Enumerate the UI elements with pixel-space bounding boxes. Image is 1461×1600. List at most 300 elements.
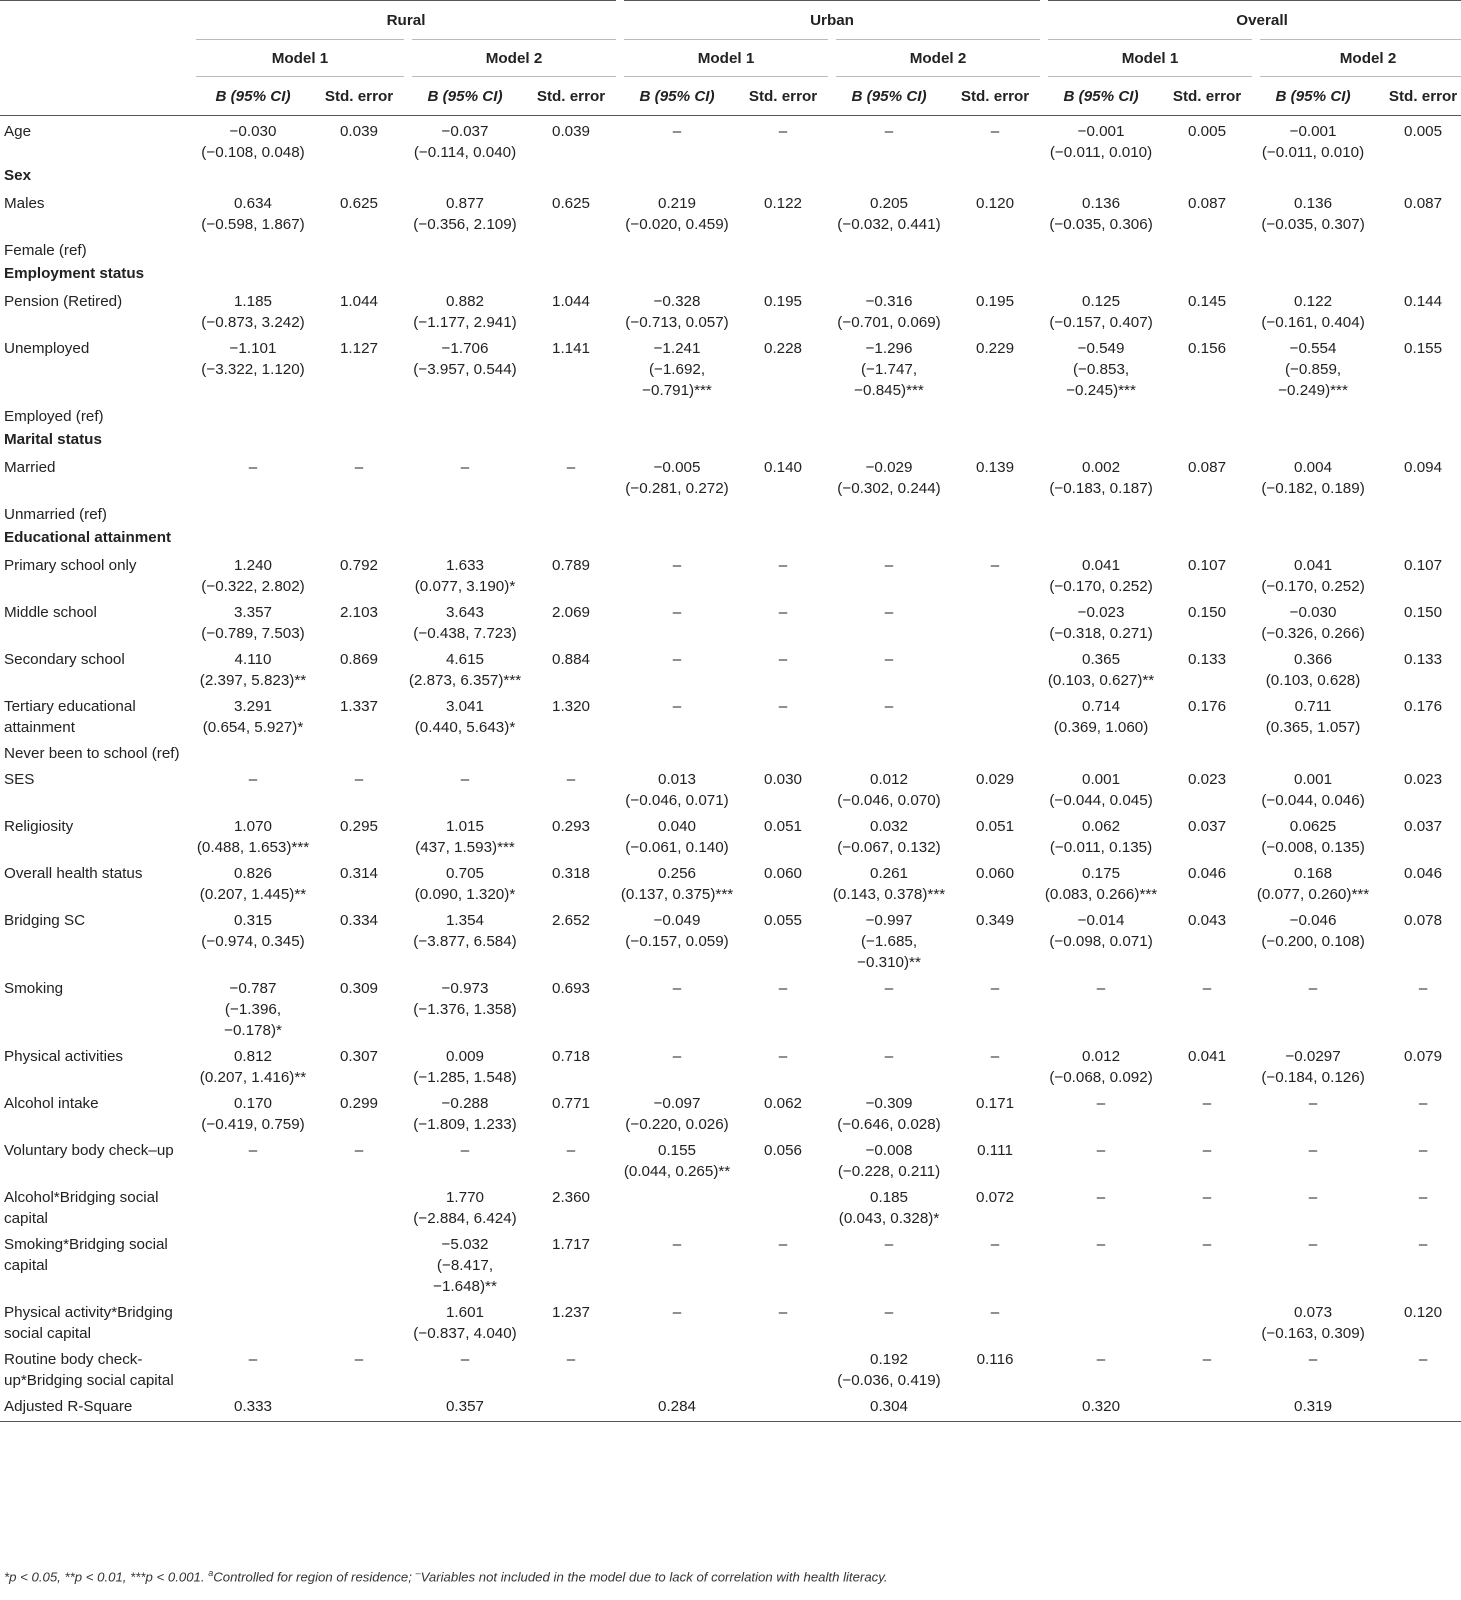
stderr-cell	[522, 738, 620, 764]
section-row	[0, 525, 1461, 550]
cell-value: 0.334	[339, 912, 378, 929]
cell-value: 0.156	[1188, 340, 1227, 357]
coef-cell	[1044, 1182, 1158, 1229]
row-label: Routine body check-up*Bridging social capital	[4, 1351, 174, 1389]
cell-value: 0.705	[445, 865, 484, 882]
stderr-cell	[522, 1391, 620, 1422]
stderr-cell	[310, 1135, 408, 1182]
stderr-cell	[522, 499, 620, 525]
coef-cell	[1256, 1391, 1370, 1422]
cell-value: –	[778, 1304, 788, 1321]
cell-value: 0.040	[658, 818, 697, 835]
coef-cell	[1044, 1391, 1158, 1422]
cell-ci: (−0.032, 0.441)	[837, 216, 941, 233]
table-row	[0, 858, 1461, 905]
cell-value: 0.314	[339, 865, 378, 882]
cell-ci: (−0.067, 0.132)	[837, 839, 941, 856]
cell-ci: (−0.220, 0.026)	[625, 1116, 729, 1133]
coef-cell	[1256, 1229, 1370, 1297]
cell-value: –	[1418, 1236, 1428, 1253]
cell-value: 1.601	[445, 1304, 484, 1321]
cell-value: 1.044	[339, 293, 378, 310]
stderr-cell	[1370, 691, 1461, 738]
cell-value: –	[1096, 1142, 1106, 1159]
cell-value: 0.079	[1404, 1048, 1443, 1065]
stderr-cell	[310, 764, 408, 811]
cell-value: 0.133	[1404, 651, 1443, 668]
stderr-cell	[310, 1041, 408, 1088]
coef-cell	[196, 235, 310, 261]
coef-cell	[408, 691, 522, 738]
cell-ci: (−1.376, 1.358)	[413, 1001, 517, 1018]
cell-value: –	[778, 1236, 788, 1253]
stderr-cell	[310, 597, 408, 644]
cell-ci: −0.845)***	[854, 382, 924, 399]
coef-cell	[196, 1229, 310, 1297]
coef-cell	[1044, 188, 1158, 235]
cell-value: 2.360	[552, 1189, 591, 1206]
coef-cell	[1044, 116, 1158, 164]
stderr-cell	[1158, 1391, 1256, 1422]
cell-ci: (0.083, 0.266)***	[1044, 886, 1158, 903]
cell-value: –	[248, 459, 258, 476]
cell-ci: (−0.713, 0.057)	[625, 314, 729, 331]
cell-ci: (−1.396,	[224, 1001, 282, 1018]
stderr-cell	[1158, 499, 1256, 525]
stderr-cell	[310, 1391, 408, 1422]
cell-value: –	[1202, 1351, 1212, 1368]
row-label: Female (ref)	[4, 242, 87, 259]
coef-cell	[620, 550, 734, 597]
coef-cell	[832, 235, 946, 261]
cell-value: 1.354	[445, 912, 484, 929]
cell-value: 1.015	[445, 818, 484, 835]
stderr-cell	[310, 286, 408, 333]
cell-value: –	[884, 698, 894, 715]
coef-cell	[1044, 973, 1158, 1041]
model-header: Model 1	[196, 40, 408, 77]
stderr-cell	[1370, 811, 1461, 858]
cell-ci: (−0.011, 0.135)	[1049, 839, 1153, 856]
stderr-cell	[522, 691, 620, 738]
stderr-cell	[734, 1391, 832, 1422]
footnote-a-mark: a	[208, 1568, 214, 1578]
cell-value: −1.296	[865, 340, 913, 357]
cell-value: 0.107	[1404, 557, 1443, 574]
cell-value: 0.087	[1188, 195, 1227, 212]
coef-cell	[408, 1344, 522, 1391]
cell-value: –	[1418, 980, 1428, 997]
cell-value: 0.002	[1082, 459, 1121, 476]
cell-value: –	[990, 1048, 1000, 1065]
cell-value: –	[884, 123, 894, 140]
coef-cell	[620, 738, 734, 764]
stderr-cell	[734, 1088, 832, 1135]
cell-value: 2.103	[339, 604, 378, 621]
table-row	[0, 452, 1461, 499]
coef-cell	[196, 905, 310, 973]
stderr-cell	[734, 333, 832, 401]
cell-value: −0.001	[1077, 123, 1125, 140]
coef-cell	[1256, 1088, 1370, 1135]
row-label: Married	[4, 459, 56, 476]
cell-ci: (−0.184, 0.126)	[1261, 1069, 1365, 1086]
cell-value: –	[672, 604, 682, 621]
table-row	[0, 1088, 1461, 1135]
coef-cell	[620, 811, 734, 858]
stderr-cell	[734, 550, 832, 597]
cell-value: –	[248, 1351, 258, 1368]
coef-cell	[408, 644, 522, 691]
cell-value: 0.170	[233, 1095, 272, 1112]
stderr-cell	[522, 811, 620, 858]
cell-ci: (−0.036, 0.419)	[837, 1372, 941, 1389]
cell-ci: (−0.157, 0.059)	[625, 933, 729, 950]
stderr-cell	[946, 550, 1044, 597]
coef-cell	[196, 333, 310, 401]
cell-value: 0.120	[1404, 1304, 1443, 1321]
cell-value: –	[566, 771, 576, 788]
table-row	[0, 116, 1461, 164]
stderr-cell	[522, 235, 620, 261]
stderr-cell	[734, 973, 832, 1041]
coef-cell	[408, 811, 522, 858]
row-label: Tertiary educational attainment	[4, 698, 136, 736]
cell-ci: (−0.200, 0.108)	[1261, 933, 1365, 950]
cell-value: –	[778, 698, 788, 715]
stderr-cell	[310, 188, 408, 235]
row-label: Age	[4, 123, 32, 140]
coef-cell	[1256, 550, 1370, 597]
coef-cell	[196, 1088, 310, 1135]
coef-cell	[196, 1391, 310, 1422]
cell-value: 0.228	[764, 340, 803, 357]
coef-cell	[408, 188, 522, 235]
cell-value: 0.056	[764, 1142, 803, 1159]
stderr-cell	[522, 188, 620, 235]
row-label: Unmarried (ref)	[4, 506, 107, 523]
table-row	[0, 1041, 1461, 1088]
cell-value: 0.171	[976, 1095, 1015, 1112]
cell-value: 0.122	[1294, 293, 1333, 310]
stderr-cell	[1370, 858, 1461, 905]
cell-value: –	[1202, 1236, 1212, 1253]
coef-cell	[832, 1182, 946, 1229]
cell-ci: (−0.318, 0.271)	[1049, 625, 1153, 642]
cell-ci: (−0.789, 7.503)	[201, 625, 305, 642]
cell-value: 0.185	[870, 1189, 909, 1206]
cell-value: 0.013	[658, 771, 697, 788]
cell-value: 0.789	[552, 557, 591, 574]
coef-cell	[832, 333, 946, 401]
cell-ci: (0.043, 0.328)*	[838, 1210, 940, 1227]
stderr-cell	[946, 644, 1044, 691]
stderr-cell	[1158, 286, 1256, 333]
cell-value: 0.229	[976, 340, 1015, 357]
cell-value: 0.155	[1404, 340, 1443, 357]
cell-value: 0.365	[1082, 651, 1121, 668]
coef-cell	[832, 1088, 946, 1135]
cell-ci: (−0.044, 0.045)	[1049, 792, 1153, 809]
stderr-cell	[734, 858, 832, 905]
coef-cell	[408, 1088, 522, 1135]
coef-cell	[1256, 764, 1370, 811]
coef-cell	[408, 235, 522, 261]
cell-value: –	[1418, 1142, 1428, 1159]
cell-value: –	[1418, 1095, 1428, 1112]
cell-ci: (−0.837, 4.040)	[413, 1325, 517, 1342]
cell-value: 0.039	[552, 123, 591, 140]
cell-value: –	[1308, 980, 1318, 997]
stderr-cell	[946, 691, 1044, 738]
stderr-cell	[1370, 286, 1461, 333]
cell-value: 0.261	[870, 865, 909, 882]
coef-cell	[408, 1391, 522, 1422]
coef-cell	[832, 1297, 946, 1344]
cell-value: 1.127	[339, 340, 378, 357]
stderr-cell	[310, 333, 408, 401]
cell-value: 0.051	[764, 818, 803, 835]
cell-ci: (0.103, 0.628)	[1265, 672, 1361, 689]
cell-value: 0.029	[976, 771, 1015, 788]
coef-cell	[832, 188, 946, 235]
cell-value: –	[1202, 980, 1212, 997]
cell-value: 1.240	[233, 557, 272, 574]
coef-cell	[196, 597, 310, 644]
cell-value: −0.787	[229, 980, 277, 997]
cell-value: −0.316	[865, 293, 913, 310]
row-label: Smoking*Bridging social capital	[4, 1236, 168, 1274]
stderr-cell	[1370, 401, 1461, 427]
cell-value: –	[990, 557, 1000, 574]
cell-value: 0.318	[552, 865, 591, 882]
coef-cell	[832, 499, 946, 525]
cell-ci: (−0.322, 2.802)	[201, 578, 305, 595]
cell-value: 0.062	[1082, 818, 1121, 835]
coef-cell	[1256, 644, 1370, 691]
stderr-cell	[310, 691, 408, 738]
stderr-cell	[1370, 1297, 1461, 1344]
column-header-b: B (95% CI)	[196, 77, 310, 116]
section-label: Employment status	[4, 265, 145, 282]
cell-value: 4.615	[445, 651, 484, 668]
cell-value: 0.256	[658, 865, 697, 882]
stderr-cell	[310, 1344, 408, 1391]
row-label: Adjusted R-Square	[0, 1391, 196, 1422]
cell-value: –	[1096, 980, 1106, 997]
cell-value: 0.120	[976, 195, 1015, 212]
table-body	[0, 116, 1461, 1422]
cell-value: −0.014	[1077, 912, 1125, 929]
cell-value: 0.150	[1404, 604, 1443, 621]
coef-cell	[196, 452, 310, 499]
coef-cell	[620, 235, 734, 261]
model-header: Model 2	[408, 40, 620, 77]
cell-value: –	[672, 557, 682, 574]
coef-cell	[1256, 286, 1370, 333]
stderr-cell	[1370, 738, 1461, 764]
table-row	[0, 333, 1461, 401]
stderr-cell	[1370, 550, 1461, 597]
cell-value: 1.320	[552, 698, 591, 715]
cell-ci: (−0.011, 0.010)	[1261, 144, 1365, 161]
cell-value: 0.307	[339, 1048, 378, 1065]
row-label: Employed (ref)	[4, 408, 104, 425]
cell-ci: (−0.163, 0.309)	[1261, 1325, 1365, 1342]
cell-value: 0.009	[445, 1048, 484, 1065]
coef-cell	[1044, 1297, 1158, 1344]
stderr-cell	[1158, 1041, 1256, 1088]
cell-ci: (−1.285, 1.548)	[413, 1069, 517, 1086]
table-row	[0, 1344, 1461, 1391]
coef-cell	[620, 597, 734, 644]
coef-cell	[620, 1229, 734, 1297]
cell-value: 0.046	[1404, 865, 1443, 882]
coef-cell	[620, 1182, 734, 1229]
cell-value: 0.826	[233, 865, 272, 882]
cell-value: 0.792	[339, 557, 378, 574]
cell-value: 1.633	[445, 557, 484, 574]
cell-value: −0.030	[229, 123, 277, 140]
cell-value: –	[672, 1304, 682, 1321]
stderr-cell	[1158, 1229, 1256, 1297]
stderr-cell	[310, 1297, 408, 1344]
stderr-cell	[310, 905, 408, 973]
coef-cell	[620, 691, 734, 738]
coef-cell	[832, 286, 946, 333]
cell-value: 0.195	[764, 293, 803, 310]
coef-cell	[196, 1182, 310, 1229]
stderr-cell	[734, 1229, 832, 1297]
stderr-cell	[1158, 764, 1256, 811]
cell-value: 0.051	[976, 818, 1015, 835]
coef-cell	[1256, 905, 1370, 973]
stderr-cell	[1158, 1135, 1256, 1182]
column-header-se: Std. error	[1158, 77, 1256, 116]
cell-value: 0.319	[1294, 1398, 1333, 1415]
coef-cell	[832, 905, 946, 973]
table-row	[0, 1229, 1461, 1297]
table-row	[0, 973, 1461, 1041]
stderr-cell	[734, 738, 832, 764]
cell-ci: (−1.809, 1.233)	[413, 1116, 517, 1133]
cell-ci: (0.207, 1.416)**	[199, 1069, 307, 1086]
stderr-cell	[1158, 452, 1256, 499]
coef-cell	[408, 333, 522, 401]
cell-ci: (0.369, 1.060)	[1053, 719, 1149, 736]
stderr-cell	[1370, 1182, 1461, 1229]
stderr-cell	[946, 1344, 1044, 1391]
table-row	[0, 235, 1461, 261]
stderr-cell	[1158, 905, 1256, 973]
stderr-cell	[1158, 188, 1256, 235]
section-label: Educational attainment	[4, 529, 172, 546]
stderr-cell	[1370, 1041, 1461, 1088]
coef-cell	[1256, 1182, 1370, 1229]
coef-cell	[620, 452, 734, 499]
cell-ci: (−0.356, 2.109)	[413, 216, 517, 233]
cell-ci: (437, 1.593)***	[415, 839, 515, 856]
stderr-cell	[1158, 1344, 1256, 1391]
cell-value: 0.145	[1188, 293, 1227, 310]
coef-cell	[1256, 1297, 1370, 1344]
coef-cell	[196, 188, 310, 235]
stderr-cell	[734, 811, 832, 858]
stderr-cell	[522, 858, 620, 905]
stderr-cell	[310, 858, 408, 905]
column-header-se: Std. error	[946, 77, 1044, 116]
stderr-cell	[734, 1182, 832, 1229]
stderr-cell	[1370, 1391, 1461, 1422]
cell-ci: (0.143, 0.378)***	[832, 886, 946, 903]
cell-value: −0.030	[1289, 604, 1337, 621]
cell-ci: (−0.646, 0.028)	[837, 1116, 941, 1133]
coef-cell	[1256, 333, 1370, 401]
coef-cell	[1044, 235, 1158, 261]
stderr-cell	[946, 597, 1044, 644]
stderr-cell	[522, 452, 620, 499]
stderr-cell	[734, 764, 832, 811]
model-header: Model 1	[1044, 40, 1256, 77]
cell-value: 0.012	[1082, 1048, 1121, 1065]
cell-value: 0.133	[1188, 651, 1227, 668]
cell-ci: −0.245)***	[1066, 382, 1136, 399]
stderr-cell	[310, 499, 408, 525]
stderr-cell	[1370, 1135, 1461, 1182]
coef-cell	[408, 973, 522, 1041]
header-corner	[0, 1, 196, 40]
stderr-cell	[946, 499, 1044, 525]
cell-value: –	[1096, 1095, 1106, 1112]
stderr-cell	[522, 1135, 620, 1182]
cell-value: 0.299	[339, 1095, 378, 1112]
cell-value: 0.001	[1082, 771, 1121, 788]
stderr-cell	[1370, 905, 1461, 973]
cell-value: 0.023	[1404, 771, 1443, 788]
row-label: Bridging SC	[4, 912, 86, 929]
stderr-cell	[946, 1182, 1044, 1229]
cell-value: 0.062	[764, 1095, 803, 1112]
coef-cell	[1044, 691, 1158, 738]
cell-value: 0.219	[658, 195, 697, 212]
coef-cell	[1044, 1088, 1158, 1135]
table-footnote	[4, 1568, 888, 1584]
footnote-dash-text: Variables not included in the model due to lack of correlation with health literacy.	[420, 1569, 888, 1585]
cell-value: 0.005	[1188, 123, 1227, 140]
coef-cell	[408, 499, 522, 525]
coef-cell	[408, 905, 522, 973]
stderr-cell	[946, 1088, 1044, 1135]
section-row	[0, 427, 1461, 452]
cell-value: 0.693	[552, 980, 591, 997]
stderr-cell	[1370, 973, 1461, 1041]
coef-cell	[832, 1229, 946, 1297]
cell-ci: (0.440, 5.643)*	[414, 719, 516, 736]
stderr-cell	[734, 188, 832, 235]
coef-cell	[620, 333, 734, 401]
column-header-se: Std. error	[310, 77, 408, 116]
coef-cell	[832, 1135, 946, 1182]
cell-ci: (0.077, 0.260)***	[1256, 886, 1370, 903]
cell-ci: (−0.161, 0.404)	[1261, 314, 1365, 331]
coef-cell	[620, 286, 734, 333]
cell-value: −0.288	[441, 1095, 489, 1112]
stderr-cell	[1158, 738, 1256, 764]
cell-value: –	[884, 980, 894, 997]
cell-value: –	[566, 1351, 576, 1368]
cell-value: –	[354, 1351, 364, 1368]
stderr-cell	[522, 401, 620, 427]
